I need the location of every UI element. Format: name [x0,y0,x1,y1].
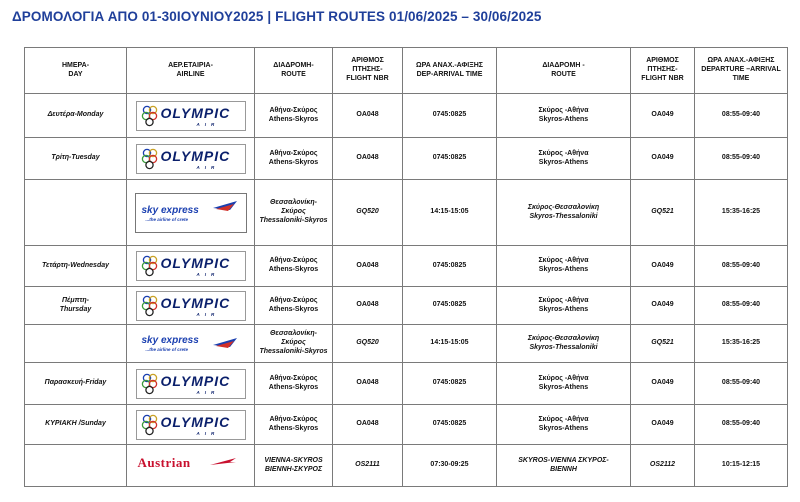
olympic-rings-icon [140,104,162,128]
cell-route: Αθήνα-Σκύρος Athens-Skyros [255,246,333,287]
cell-flight-nbr: OA048 [333,138,403,180]
cell-return-dep-arrival: 08:55-09:40 [695,363,788,405]
table-row [25,94,788,138]
olympic-air-logo [136,291,246,321]
cell-route: Αθήνα-Σκύρος Athens-Skyros [255,94,333,138]
cell-return-dep-arrival: 08:55-09:40 [695,246,788,287]
cell-flight-nbr: OA048 [333,287,403,325]
cell-flight-nbr: OA048 [333,405,403,445]
olympic-air-logo [136,251,246,281]
cell-day [25,180,127,246]
olympic-sub: AIR [196,272,220,277]
table-body [25,94,788,487]
cell-return-route: Σκύρος-Θεσσαλονίκη Skyros-Thessaloniki [497,325,631,363]
cell-day: Παρασκευή-Friday [25,363,127,405]
cell-return-flight-nbr: OA049 [631,363,695,405]
cell-return-flight-nbr: OA049 [631,138,695,180]
cell-return-route: Σκύρος -Αθήνα Skyros-Athens [497,138,631,180]
cell-route: Θεσσαλονίκη- Σκύρος Thessaloniki-Skyros [255,180,333,246]
olympic-air-logo [136,101,246,131]
cell-flight-nbr: OA048 [333,246,403,287]
cell-return-dep-arrival: 08:55-09:40 [695,94,788,138]
olympic-sub: AIR [196,311,220,317]
olympic-sub: AIR [196,389,220,395]
cell-route: Αθήνα-Σκύρος Athens-Skyros [255,363,333,405]
olympic-wordmark: OLYMPIC [160,372,231,389]
olympic-sub: AIR [196,164,220,170]
olympic-wordmark: OLYMPIC [160,294,231,311]
cell-dep-arrival: 07:30-09:25 [403,445,497,487]
cell-route: Αθήνα-Σκύρος Athens-Skyros [255,405,333,445]
cell-return-route: Σκύρος -Αθήνα Skyros-Athens [497,363,631,405]
header-return-dep-arrival: ΩΡΑ ΑΝΑΧ.-ΑΦΙΞΗΣ DEPARTURE –ARRIVAL TIME [695,48,788,94]
cell-return-dep-arrival: 08:55-09:40 [695,405,788,445]
cell-return-route: Σκύρος -Αθήνα Skyros-Athens [497,246,631,287]
cell-return-route: SKYROS-VIENNA ΣΚΥΡΟΣ- ΒΙΕΝΝΗ [497,445,631,487]
olympic-rings-icon [140,254,162,278]
page-title: ΔΡΟΜΟΛΟΓΙΑ ΑΠΟ 01-30ΙΟΥΝΙΟΥ2025 | FLIGHT ROUTES 01/06/2025 – 30/06/2025 [12,9,542,24]
cell-flight-nbr: OS2111 [333,445,403,487]
olympic-wordmark: OLYMPIC [160,413,231,430]
sky-express-wing-icon [212,337,238,349]
table-row [25,325,788,363]
cell-day: Πέμπτη- Thursday [25,287,127,325]
cell-dep-arrival: 0745:0825 [403,246,497,287]
cell-day: ΚΥΡΙΑΚΗ /Sunday [25,405,127,445]
header-route: ΔΙΑΔΡΟΜΗ- ROUTE [255,48,333,94]
austrian-arrow-icon [210,457,236,467]
cell-return-flight-nbr: OA049 [631,287,695,325]
cell-flight-nbr: GQ520 [333,325,403,363]
header-dep-arrival: ΩΡΑ ΑΝΑΧ.-ΑΦΙΞΗΣ DEP-ARRIVAL TIME [403,48,497,94]
cell-return-route: Σκύρος -Αθήνα Skyros-Athens [497,287,631,325]
olympic-air-logo [136,410,246,440]
flight-routes-table [24,47,788,487]
cell-flight-nbr: GQ520 [333,180,403,246]
cell-flight-nbr: OA048 [333,363,403,405]
cell-day [25,325,127,363]
sky-express-wing-icon [212,200,238,212]
sky-express-tagline: ...the airline of crete [145,346,189,352]
table-row [25,287,788,325]
cell-route: Θεσσαλονίκη- Σκύρος Thessaloniki-Skyros [255,325,333,363]
cell-return-flight-nbr: OA049 [631,405,695,445]
cell-day [25,445,127,487]
cell-day: Τρίτη-Tuesday [25,138,127,180]
olympic-rings-icon [140,147,162,171]
cell-airline [127,138,255,180]
olympic-wordmark: OLYMPIC [160,104,231,121]
table-row [25,405,788,445]
austrian-logo [136,455,246,477]
cell-dep-arrival: 0745:0825 [403,138,497,180]
sky-express-logo [135,193,247,233]
cell-return-route: Σκύρος -Αθήνα Skyros-Athens [497,94,631,138]
cell-route: VIENNA-SKYROS ΒΙΕΝΝΗ-ΣΚΥΡΟΣ [255,445,333,487]
cell-dep-arrival: 0745:0825 [403,287,497,325]
olympic-sub: AIR [196,121,220,127]
header-airline: ΑΕΡ.ΕΤΑΙΡΙΑ- AIRLINE [127,48,255,94]
cell-return-dep-arrival: 08:55-09:40 [695,287,788,325]
cell-return-flight-nbr: GQ521 [631,180,695,246]
sky-express-tagline: ...the airline of crete [145,216,189,222]
cell-dep-arrival: 0745:0825 [403,94,497,138]
cell-return-dep-arrival: 08:55-09:40 [695,138,788,180]
table-row [25,138,788,180]
olympic-wordmark: OLYMPIC [160,255,231,271]
olympic-rings-icon [140,372,162,396]
cell-route: Αθήνα-Σκύρος Athens-Skyros [255,138,333,180]
olympic-air-logo [136,369,246,399]
table-row [25,246,788,287]
cell-return-flight-nbr: OS2112 [631,445,695,487]
cell-day: Δευτέρα-Monday [25,94,127,138]
olympic-rings-icon [140,294,162,318]
header-return-route: ΔΙΑΔΡΟΜΗ - ROUTE [497,48,631,94]
olympic-wordmark: OLYMPIC [160,147,231,164]
cell-return-dep-arrival: 15:35-16:25 [695,180,788,246]
header-row [25,48,788,94]
table-row [25,363,788,405]
sky-express-logo [136,331,246,357]
cell-airline [127,94,255,138]
cell-route: Αθήνα-Σκύρος Athens-Skyros [255,287,333,325]
header-day: ΗΜΕΡΑ- DAY [25,48,127,94]
header-return-flight-nbr: ΑΡΙΘΜΟΣ ΠΤΗΣΗΣ- FLIGHT NBR [631,48,695,94]
cell-return-flight-nbr: OA049 [631,94,695,138]
olympic-sub: AIR [196,430,220,436]
cell-airline [127,180,255,246]
cell-dep-arrival: 0745:0825 [403,405,497,445]
cell-return-route: Σκύρος -Αθήνα Skyros-Athens [497,405,631,445]
table-row [25,445,788,487]
cell-return-flight-nbr: OA049 [631,246,695,287]
cell-return-flight-nbr: GQ521 [631,325,695,363]
cell-flight-nbr: OA048 [333,94,403,138]
table-row [25,180,788,246]
sky-express-wordmark: sky express [141,204,199,216]
cell-return-dep-arrival: 15:35-16:25 [695,325,788,363]
cell-airline [127,325,255,363]
olympic-rings-icon [140,413,162,437]
cell-airline [127,405,255,445]
cell-airline [127,363,255,405]
cell-airline [127,445,255,487]
cell-airline [127,246,255,287]
cell-day: Τετάρτη-Wednesday [25,246,127,287]
cell-dep-arrival: 14:15-15:05 [403,325,497,363]
sky-express-wordmark: sky express [141,334,199,346]
cell-return-dep-arrival: 10:15-12:15 [695,445,788,487]
header-flight-nbr: ΑΡΙΘΜΟΣ ΠΤΗΣΗΣ- FLIGHT NBR [333,48,403,94]
cell-dep-arrival: 0745:0825 [403,363,497,405]
cell-airline [127,287,255,325]
cell-dep-arrival: 14:15-15:05 [403,180,497,246]
cell-return-route: Σκύρος-Θεσσαλονίκη Skyros-Thessaloniki [497,180,631,246]
austrian-wordmark: Austrian [137,454,191,470]
olympic-air-logo [136,144,246,174]
